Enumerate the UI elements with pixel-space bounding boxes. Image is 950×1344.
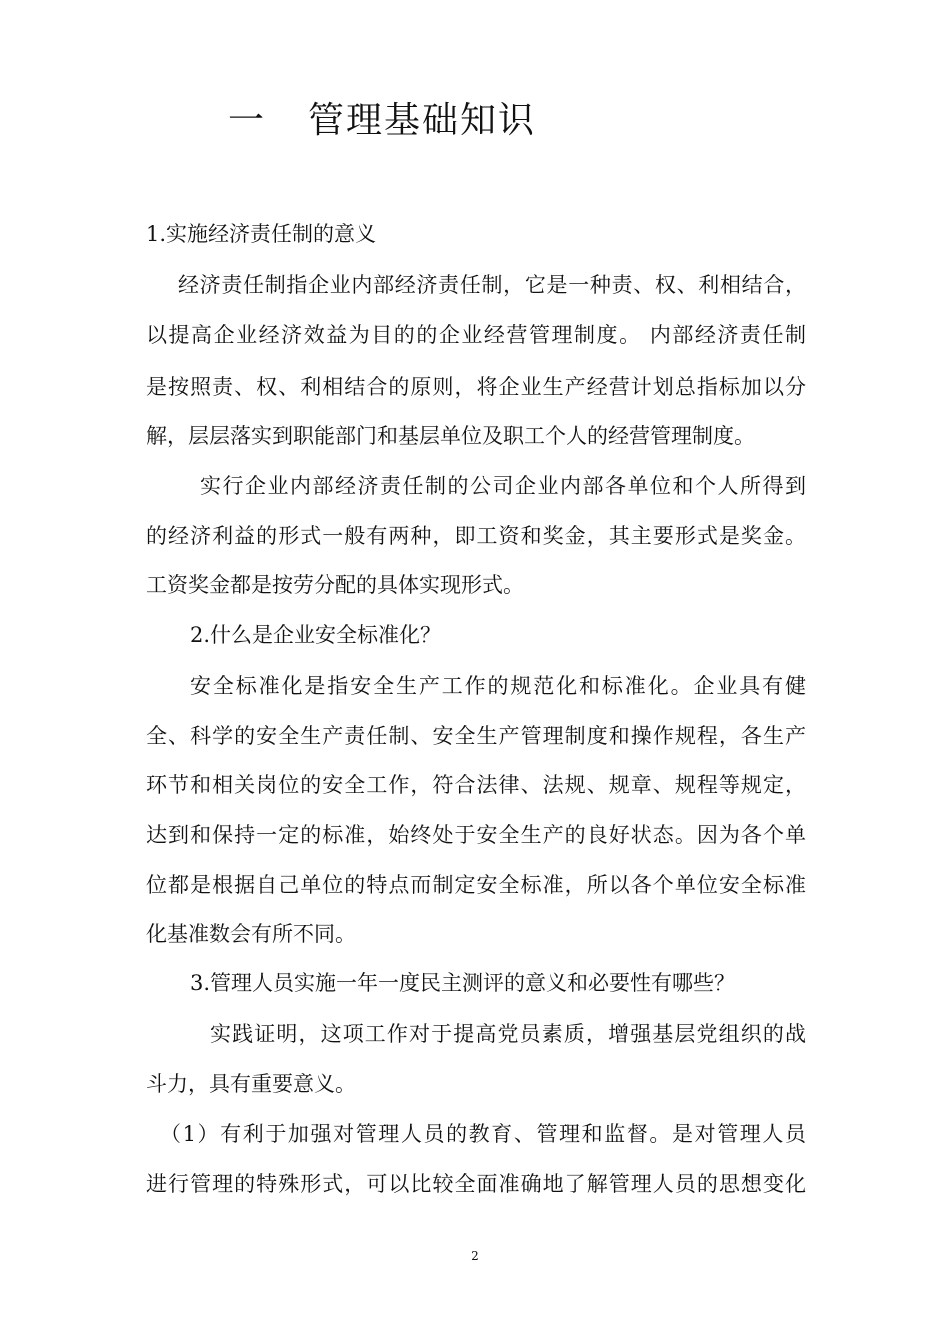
page-number: 2: [471, 1249, 479, 1263]
paragraph-line: 解，层层落实到职能部门和基层单位及职工个人的经营管理制度。: [146, 424, 755, 448]
paragraph-line: 工资奖金都是按劳分配的具体实现形式。: [146, 573, 524, 597]
paragraph-line: （1）有利于加强对管理人员的教育、管理和监督。是对管理人员: [160, 1122, 806, 1146]
paragraph-line: 全、科学的安全生产责任制、安全生产管理制度和操作规程，各生产: [146, 724, 806, 748]
chapter-number: 一: [228, 100, 267, 141]
paragraph-line: 的经济利益的形式一般有两种，即工资和奖金，其主要形式是奖金。: [146, 524, 806, 548]
chapter-title: [228, 96, 536, 146]
paragraph-line: 斗力，具有重要意义。: [146, 1072, 356, 1096]
paragraph-line: 经济责任制指企业内部经济责任制，它是一种责、权、利相结合，: [178, 273, 806, 297]
paragraph-line: 以提高企业经济效益为目的的企业经营管理制度。 内部经济责任制: [146, 323, 806, 347]
paragraph-line: 是按照责、权、利相结合的原则，将企业生产经营计划总指标加以分: [146, 375, 806, 399]
section-heading-2: 2.什么是企业安全标准化？: [190, 623, 442, 647]
paragraph-line: 位都是根据自己单位的特点而制定安全标准，所以各个单位安全标准: [146, 873, 806, 897]
chapter-title-text: 管理基础知识: [308, 100, 537, 141]
paragraph-line: 达到和保持一定的标准，始终处于安全生产的良好状态。因为各个单: [146, 823, 806, 847]
paragraph-line: 化基准数会有所不同。: [146, 922, 356, 946]
paragraph-line: 安全标准化是指安全生产工作的规范化和标准化。企业具有健: [190, 674, 806, 698]
section-heading-3: 3.管理人员实施一年一度民主测评的意义和必要性有哪些？: [190, 971, 736, 995]
paragraph-line: 实行企业内部经济责任制的公司企业内部各单位和个人所得到: [200, 474, 806, 498]
section-heading-1: 1.实施经济责任制的意义: [146, 222, 377, 246]
paragraph-line: 进行管理的特殊形式，可以比较全面准确地了解管理人员的思想变化: [146, 1172, 806, 1196]
paragraph-line: 实践证明，这项工作对于提高党员素质，增强基层党组织的战: [210, 1022, 806, 1046]
paragraph-line: 环节和相关岗位的安全工作，符合法律、法规、规章、规程等规定，: [146, 773, 806, 797]
